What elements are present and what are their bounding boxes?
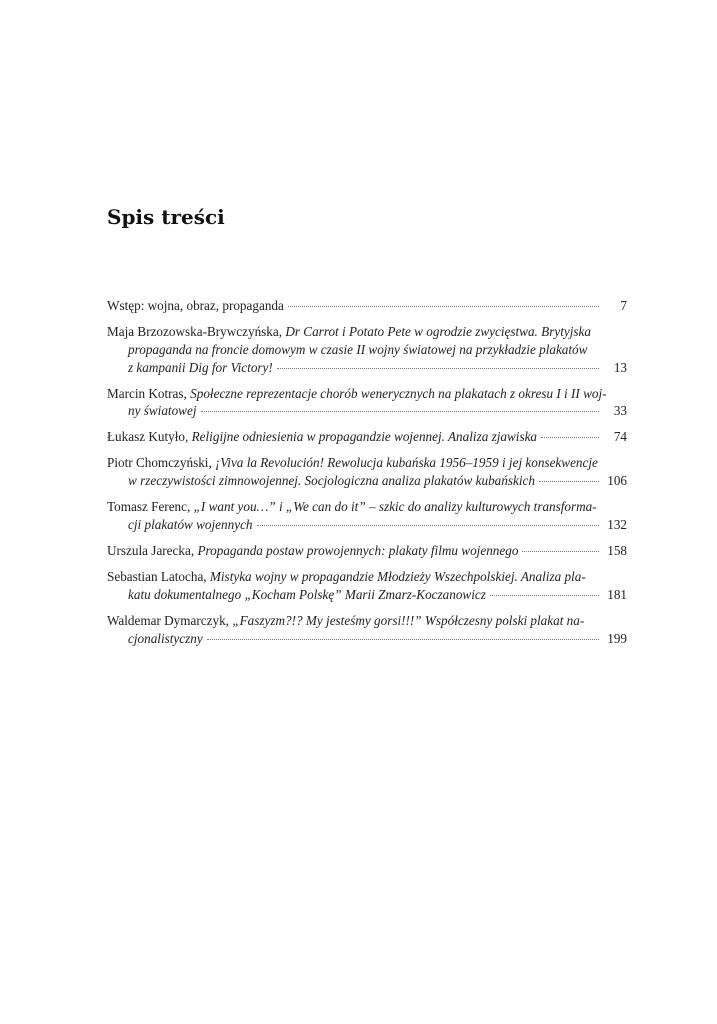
toc-entry-title: Wstęp: wojna, obraz, propaganda [107,298,284,313]
toc-page-number: 158 [607,543,627,559]
toc-entry-title: Mistyka wojny w propagandzie Młodzieży Wszechpolskiej. Analiza pla- [209,569,586,585]
toc-entry[interactable] [107,323,627,376]
dot-leader [201,411,599,412]
toc-entry-title: katu dokumentalnego „Kocham Polskę” Marii Zmarz-Koczanowicz [128,586,486,602]
toc-page-number: 181 [607,586,627,602]
toc-entry[interactable] [107,297,627,315]
dot-leader [288,306,599,307]
page-title: Spis treści [107,205,225,229]
toc-entry-title: „Faszyzm?!? My jesteśmy gorsi!!!” Współczesny polski plakat na- [232,612,585,628]
toc-entry[interactable] [107,385,627,420]
toc-entry-title: „I want you…” i „We can do it” – szkic do analizy kulturowych transforma- [193,499,597,515]
toc-entry[interactable] [107,428,627,446]
toc-entry[interactable] [107,542,627,560]
toc-entry-title: Dr Carrot i Potato Pete w ogrodzie zwycięstwa. Brytyjska [285,324,591,340]
dot-leader [257,525,599,526]
dot-leader [522,551,599,552]
toc-entry-title: cjonalistyczny [128,630,203,646]
toc-entry-title: Propaganda postaw prowojennych: plakaty filmu wojennego [197,543,519,559]
dot-leader [539,481,599,482]
toc-page-number: 13 [613,359,627,375]
toc-page-number: 7 [620,298,627,313]
toc-entry-author: Piotr Chomczyński, [107,455,216,471]
toc-entry-author: Urszula Jarecka, [107,543,198,559]
dot-leader [207,639,599,640]
toc-entry-title: cji plakatów wojennych [128,516,253,532]
toc-entry[interactable] [107,568,627,603]
toc-entry-title: ny światowej [128,403,197,419]
toc-page-number: 106 [607,473,627,489]
toc-entry-title: ¡Viva la Revolución! Rewolucja kubańska 1956–1959 i jej konsekwencje [215,455,598,471]
toc-entry-author: Łukasz Kutyło, [107,429,192,445]
toc-entry-title: z kampanii Dig for Victory! [128,359,273,375]
dot-leader [541,437,599,438]
toc-page-number: 199 [607,630,627,646]
toc-entry-title: propaganda na froncie domowym w czasie II wojny światowej na przykładzie plakatów [128,341,588,357]
dot-leader [490,595,599,596]
toc-entry-title: Społeczne reprezentacje chorób wenerycznych na plakatach z okresu I i II woj- [190,385,607,401]
toc-entry[interactable] [107,454,627,489]
toc-entry-author: Tomasz Ferenc, [107,499,194,515]
toc-entry-author: Sebastian Latocha, [107,569,210,585]
toc-page-number: 132 [607,516,627,532]
toc-entry-title: Religijne odniesienia w propagandzie wojennej. Analiza zjawiska [191,429,538,445]
table-of-contents [107,297,627,656]
toc-page-number: 33 [613,403,627,419]
toc-entry-author: Marcin Kotras, [107,385,191,401]
toc-entry-title: w rzeczywistości zimnowojennej. Socjologiczna analiza plakatów kubańskich [128,473,535,489]
toc-entry-author: Waldemar Dymarczyk, [107,612,233,628]
toc-entry-author: Maja Brzozowska-Brywczyńska, [107,324,286,340]
dot-leader [277,368,599,369]
toc-entry[interactable] [107,498,627,533]
toc-entry[interactable] [107,612,627,647]
toc-page-number: 74 [613,429,627,445]
